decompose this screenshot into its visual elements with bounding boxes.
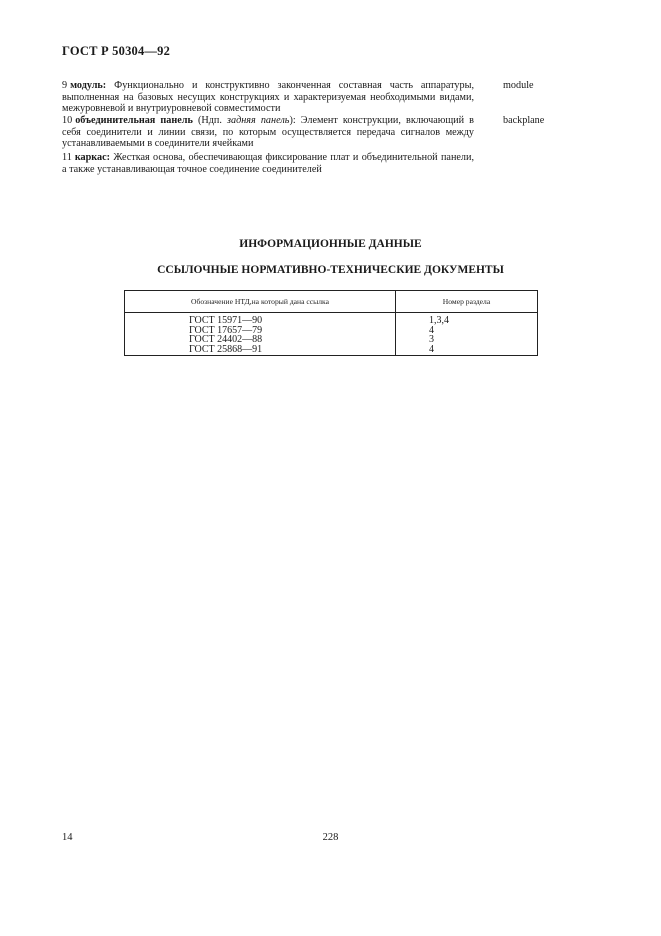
page-number-left: 14 [62, 832, 73, 843]
term-number: 10 [62, 115, 73, 126]
term-note-suffix: ): [289, 115, 296, 126]
document-cell: ГОСТ 15971—90 [125, 313, 396, 326]
term-english-module: module [503, 80, 534, 91]
table-header-row [125, 291, 538, 313]
table-row [125, 345, 538, 356]
term-note-italic: задняя панель [227, 115, 290, 126]
term-definition: Жесткая основа, обеспечивающая фиксирование плат и объединительной панели, а также устанавливающая точное соединение соединителей [62, 152, 474, 175]
document-cell: ГОСТ 17657—79 [125, 326, 396, 336]
document-header: ГОСТ Р 50304—92 [62, 44, 171, 58]
section-cell: 3 [396, 335, 538, 345]
column-header-section: Номер раздела [396, 291, 538, 313]
term-definition: Функционально и конструктивно законченная составная часть аппаратуры, выполненная на базовых несущих конструкциях и характеризуемая необходимыми видами, межуровневой и внутриуровневой совместимости [62, 80, 474, 115]
term-number: 9 [62, 80, 68, 91]
section-cell: 4 [396, 326, 538, 336]
term-entry-10 [62, 115, 474, 150]
section-cell: 1,3,4 [396, 313, 538, 326]
term-english-backplane: backplane [503, 115, 545, 126]
page-number-center: 228 [322, 832, 339, 843]
table-row [125, 326, 538, 336]
term-definition: Элемент конструкции, включающий в себя соединители и линии связи, по которым осуществляется передача сигналов между устанавливаемыми в соединители ячейками [62, 115, 474, 150]
table-row [125, 313, 538, 326]
term-name: объединительная панель [75, 115, 193, 126]
term-entry-11 [62, 152, 474, 175]
reference-table [124, 290, 538, 356]
document-cell: ГОСТ 25868—91 [125, 345, 396, 356]
term-note-prefix: (Ндп. [192, 115, 227, 126]
section-cell: 4 [396, 345, 538, 356]
info-data-title: ИНФОРМАЦИОННЫЕ ДАННЫЕ [239, 238, 422, 250]
document-cell: ГОСТ 24402—88 [125, 335, 396, 345]
table-row [125, 335, 538, 345]
term-number: 11 [62, 152, 72, 163]
term-name: каркас: [74, 152, 111, 163]
column-header-document: Обозначение НТД,на который дана ссылка [125, 291, 396, 313]
reference-docs-title: ССЫЛОЧНЫЕ НОРМАТИВНО-ТЕХНИЧЕСКИЕ ДОКУМЕНТЫ [157, 264, 504, 276]
term-name: модуль: [70, 80, 107, 91]
term-entry-9 [62, 80, 474, 115]
